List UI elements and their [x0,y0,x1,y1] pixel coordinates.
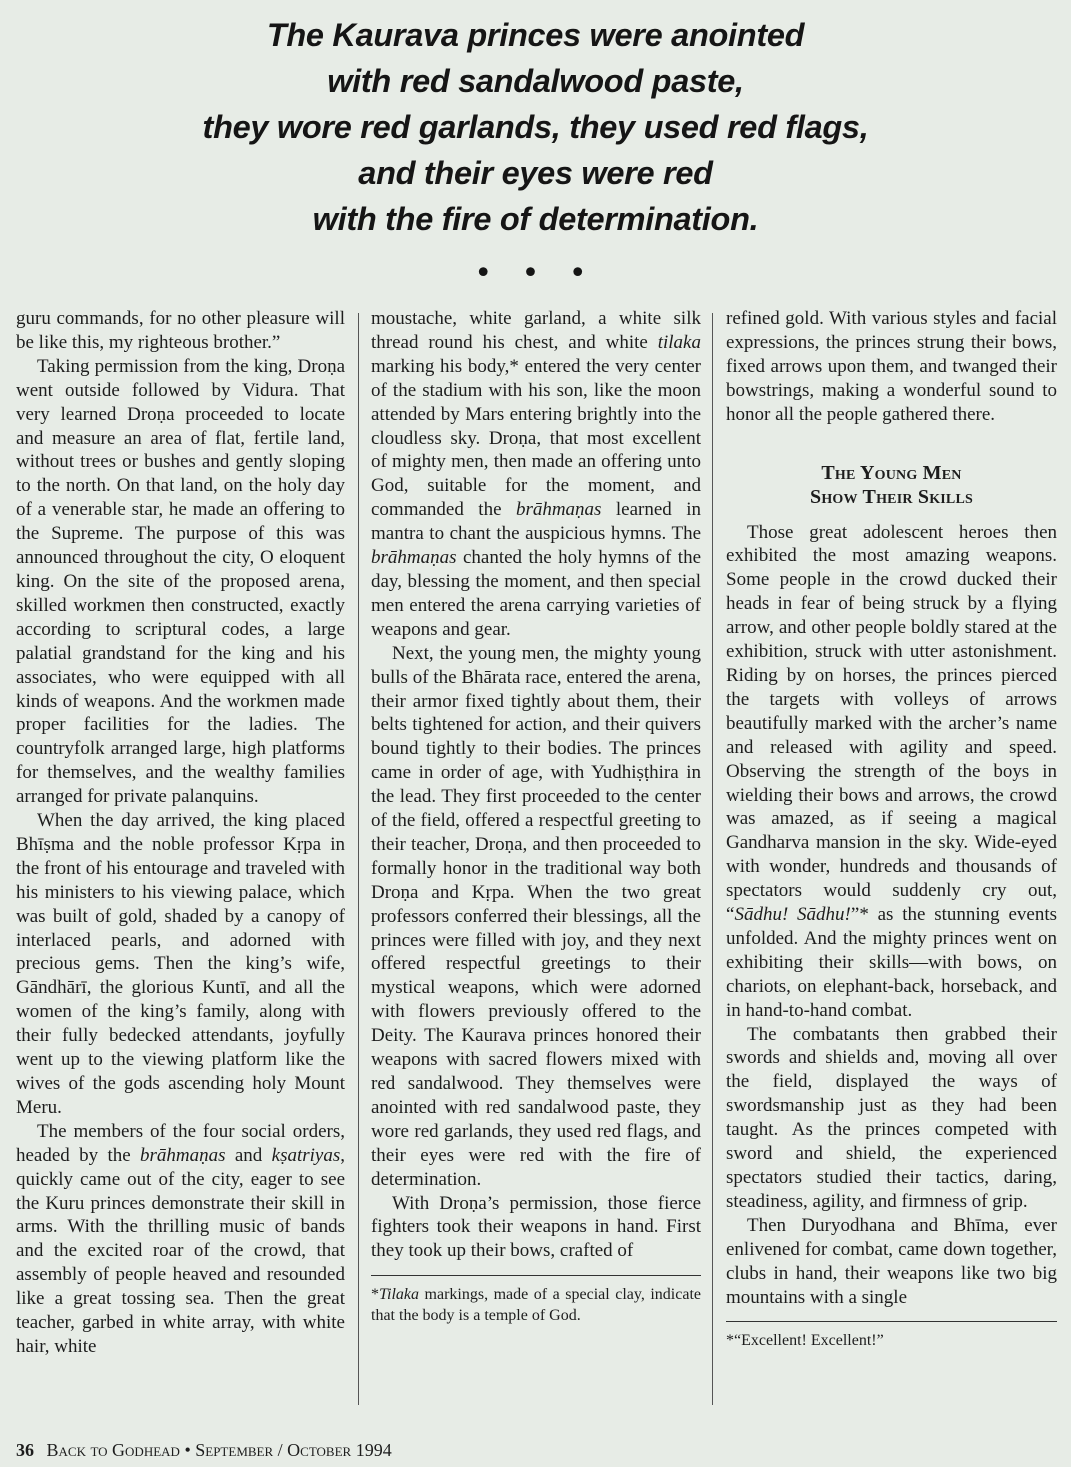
footnote: *Tilaka markings, made of a special clay, indicate that the body is a temple of God. [371,1286,701,1325]
page-number: 36 [16,1440,34,1460]
column-divider [358,313,359,1405]
pull-quote-line: and their eyes were red [358,155,713,191]
subhead-line: Show Their Skills [810,485,973,508]
footer-separator: • [184,1440,191,1460]
paragraph: Taking permission from the king, Droṇa went outside followed by Vidura. That very learned Droṇa proceeded to locate and measure an area of flat, fertile land, without trees or bushes and gently sloping to the north. On that land, on the holy day of a venerable star, he made an offering to the Supreme. The purpose of this was announced throughout the city, O eloquent king. On the site of the proposed arena, skilled workmen then constructed, exactly according to scriptural codes, a large palatial grandstand for the king and his associates, who were equipped with all kinds of weapons. And the workmen made proper facilities for the ladies. The countryfolk arranged large, high platforms for themselves, and the wealthy families arranged for private palanquins. [16,355,345,808]
paragraph: The members of the four social orders, headed by the brāhmaṇas and kṣatriyas, quickly came out of the city, eager to see the Kuru princes demonstrate their skill in arms. With the thrilling music of bands and the excited roar of the crowd, that assembly of people heaved and resounded like a great tossing sea. Then the great teacher, garbed in white array, with white hair, white [16,1120,345,1357]
pull-quote-line: with the fire of determination. [312,201,759,237]
pull-quote-line: with red sandalwood paste, [327,63,744,99]
article-column-3 [726,307,1057,1351]
subhead-line: The Young Men [821,461,962,484]
footnote-rule [726,1321,1057,1322]
paragraph: moustache, white garland, a white silk thread round his chest, and white tilaka marking his body,* entered the very center of the stadium with his son, like the moon attended by Mars entering brightly into the cloudless sky. Droṇa, that most excellent of mighty men, then made an offering unto God, suitable for the moment, and commanded the brāhmaṇas learned in mantra to chant the auspicious hymns. The brāhmaṇas chanted the holy hymns of the day, blessing the moment, and then special men entered the arena carrying varieties of weapons and gear. [371,308,701,640]
pull-quote-line: they wore red garlands, they used red flags, [202,109,869,145]
paragraph: Those great adolescent heroes then exhibited the most amazing weapons. Some people in the crowd ducked their heads in fear of being struck by a flying arrow, and other people boldly stared at the exhibition, struck with utter astonishment. Riding by on horses, the princes pierced the targets with volleys of arrows beautifully marked with the archer’s name and released with agility and speed. Observing the strength of the boys in wielding their bows and arrows, the crowd was amazed, as if seeing a magical Gandharva mansion in the sky. Wide-eyed with wonder, hundreds and thousands of spectators would suddenly cry out, “Sādhu! Sādhu!”* as the stunning events unfolded. And the mighty princes went on exhibiting their skills—with bows, on chariots, on elephant-back, horseback, and in hand-to-hand combat. [726,521,1058,1021]
paragraph: The combatants then grabbed their swords and shields and, moving all over the field, displayed the ways of swordsmanship just as they had been taught. As the princes competed with sword and shield, the experienced spectators studied their tactics, daring, steadiness, agility, and firmness of grip. [726,1023,1057,1212]
paragraph: Next, the young men, the mighty young bulls of the Bhārata race, entered the arena, their armor fixed tightly about them, their belts tightened for action, and their quivers bound tightly to their bodies. The princes came in order of age, with Yudhiṣṭhira in the lead. They first proceeded to the center of the field, offered a respectful greeting to their teacher, Droṇa, and then proceeded to formally honor in the traditional way both Droṇa and Kṛpa. When the two great professors conferred their blessings, all the princes were filled with joy, and they next offered respectful greetings to their mystical weapons, which were adorned with flowers previously offered to the Deity. The Kaurava princes honored their weapons with sacred flowers mixed with red sandalwood. They themselves were anointed with red sandalwood paste, they wore red garlands, they used red flags, and their eyes were red with the fire of determination. [371,642,701,1190]
footnote-rule [371,1275,701,1276]
page-footer [16,1440,392,1461]
pull-quote-line: The Kaurava princes were anointed [266,17,805,53]
paragraph: refined gold. With various styles and facial expressions, the princes strung their bows, fixed arrows upon them, and twanged their bowstrings, making a wonderful sound to honor all the people gathered there. [726,308,1057,425]
paragraph: guru commands, for no other pleasure will be like this, my righteous brother.” [16,308,345,353]
section-subhead [726,461,1057,509]
column-divider [712,313,713,1405]
ornament-bullets: • • • [474,256,597,291]
article-column-2 [371,307,701,1326]
issue-date: September / October 1994 [195,1440,392,1460]
paragraph: Then Duryodhana and Bhīma, ever enlivened for combat, came down together, clubs in hand, their weapons like two big mountains with a single [726,1214,1057,1308]
paragraph: When the day arrived, the king placed Bhīṣma and the noble professor Kṛpa in the front of his entourage and traveled with his ministers to his viewing palace, which was built of gold, shaded by a canopy of interlaced pearls, and adorned with precious gems. Then the king’s wife, Gāndhārī, the glorious Kuntī, and all the women of the king’s family, along with their fully bedecked attendants, joyfully went up to the viewing platform like the wives of the gods ascending holy Mount Meru. [16,810,345,1118]
article-column-1 [16,307,345,1359]
footnote: *“Excellent! Excellent!” [726,1332,884,1350]
paragraph: With Droṇa’s permission, those fierce fighters took their weapons in hand. First they took up their bows, crafted of [371,1192,701,1262]
pull-quote [0,12,1071,242]
magazine-title: Back to Godhead [46,1440,180,1460]
